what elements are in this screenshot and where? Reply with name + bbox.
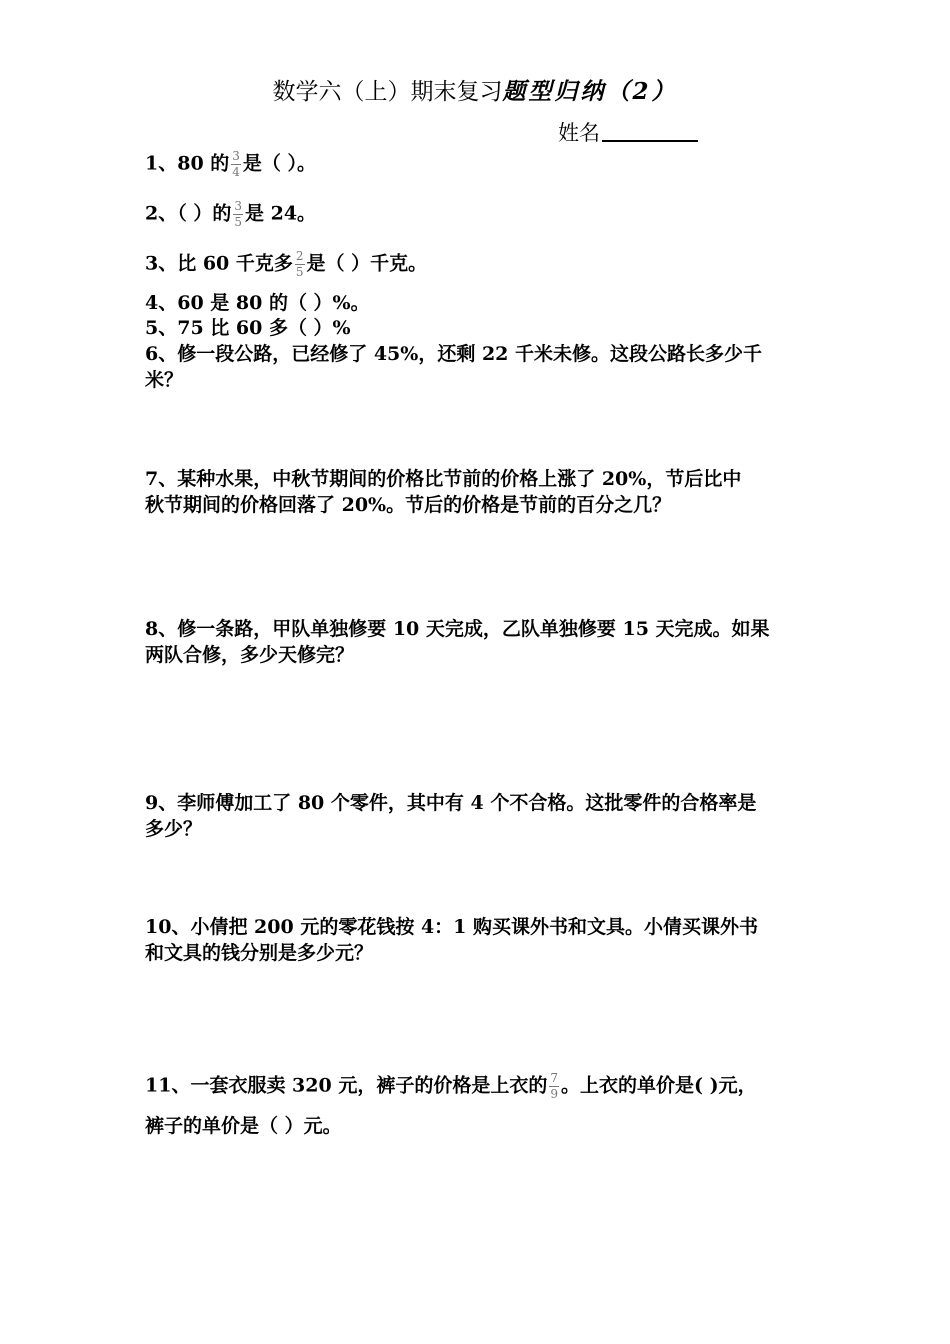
title-bold: 题型归纳（2） — [502, 78, 678, 105]
q3-text-b: 是（ ）千克。 — [306, 252, 428, 275]
question-8 — [145, 616, 815, 668]
question-1 — [145, 150, 815, 179]
q2-text-b: 是 24。 — [244, 202, 317, 225]
page-title — [0, 76, 950, 108]
q9-line-2: 多少？ — [145, 818, 203, 840]
title-plain: 数学六（上）期末复习 — [272, 79, 503, 105]
q11-fraction: $\frac{7}{9}$ — [550, 1071, 558, 1101]
q8-line-2: 两队合修，多少天修完？ — [145, 644, 355, 666]
q3-fraction: $\frac{2}{5}$ — [295, 249, 304, 279]
q2-text-a: 2、（ ）的 — [145, 202, 232, 225]
question-10 — [145, 914, 815, 966]
question-7 — [145, 466, 815, 518]
q11-text-b: 。上衣的单价是( )元， — [560, 1074, 757, 1097]
name-field — [558, 118, 698, 147]
q11-line-1 — [145, 1072, 815, 1101]
q8-line-1: 8、修一条路，甲队单独修要 10 天完成，乙队单独修要 15 天完成。如果 — [145, 618, 770, 640]
q3-text-a: 3、比 60 千克多 — [145, 252, 293, 275]
question-6 — [145, 341, 815, 393]
q10-line-2: 和文具的钱分别是多少元？ — [145, 942, 374, 964]
name-label: 姓名 — [558, 121, 600, 145]
q5-line-1: 5、75 比 60 多（ ）% — [145, 317, 351, 339]
question-9 — [145, 790, 815, 842]
q4-line-1: 4、60 是 80 的（ ）%。 — [145, 292, 370, 314]
q6-line-2: 米？ — [145, 369, 184, 391]
q6-line-1: 6、修一段公路，已经修了 45%，还剩 22 千米未修。这段公路长多少千 — [145, 343, 763, 365]
q2-fraction: $\frac{3}{5}$ — [234, 199, 242, 229]
q1-text-a: 1、80 的 — [145, 152, 230, 175]
name-blank[interactable] — [602, 118, 698, 142]
question-2 — [145, 200, 815, 229]
q7-line-1: 7、某种水果，中秋节期间的价格比节前的价格上涨了 20%，节后比中 — [145, 468, 742, 490]
q7-line-2: 秋节期间的价格回落了 20%。节后的价格是节前的百分之几？ — [145, 494, 672, 516]
question-5 — [145, 315, 815, 341]
q11-text-a: 11、一套衣服卖 320 元，裤子的价格是上衣的 — [145, 1074, 548, 1097]
question-4 — [145, 290, 815, 316]
question-11 — [145, 1072, 815, 1139]
question-3 — [145, 250, 815, 279]
q1-text-b: 是（ ）。 — [242, 152, 317, 175]
q9-line-1: 9、李师傅加工了 80 个零件，其中有 4 个不合格。这批零件的合格率是 — [145, 792, 757, 814]
q1-fraction: $\frac{3}{4}$ — [232, 149, 240, 179]
q10-line-1: 10、小倩把 200 元的零花钱按 4：1 购买课外书和文具。小倩买课外书 — [145, 916, 759, 938]
q11-line-2: 裤子的单价是（ ）元。 — [145, 1115, 342, 1137]
